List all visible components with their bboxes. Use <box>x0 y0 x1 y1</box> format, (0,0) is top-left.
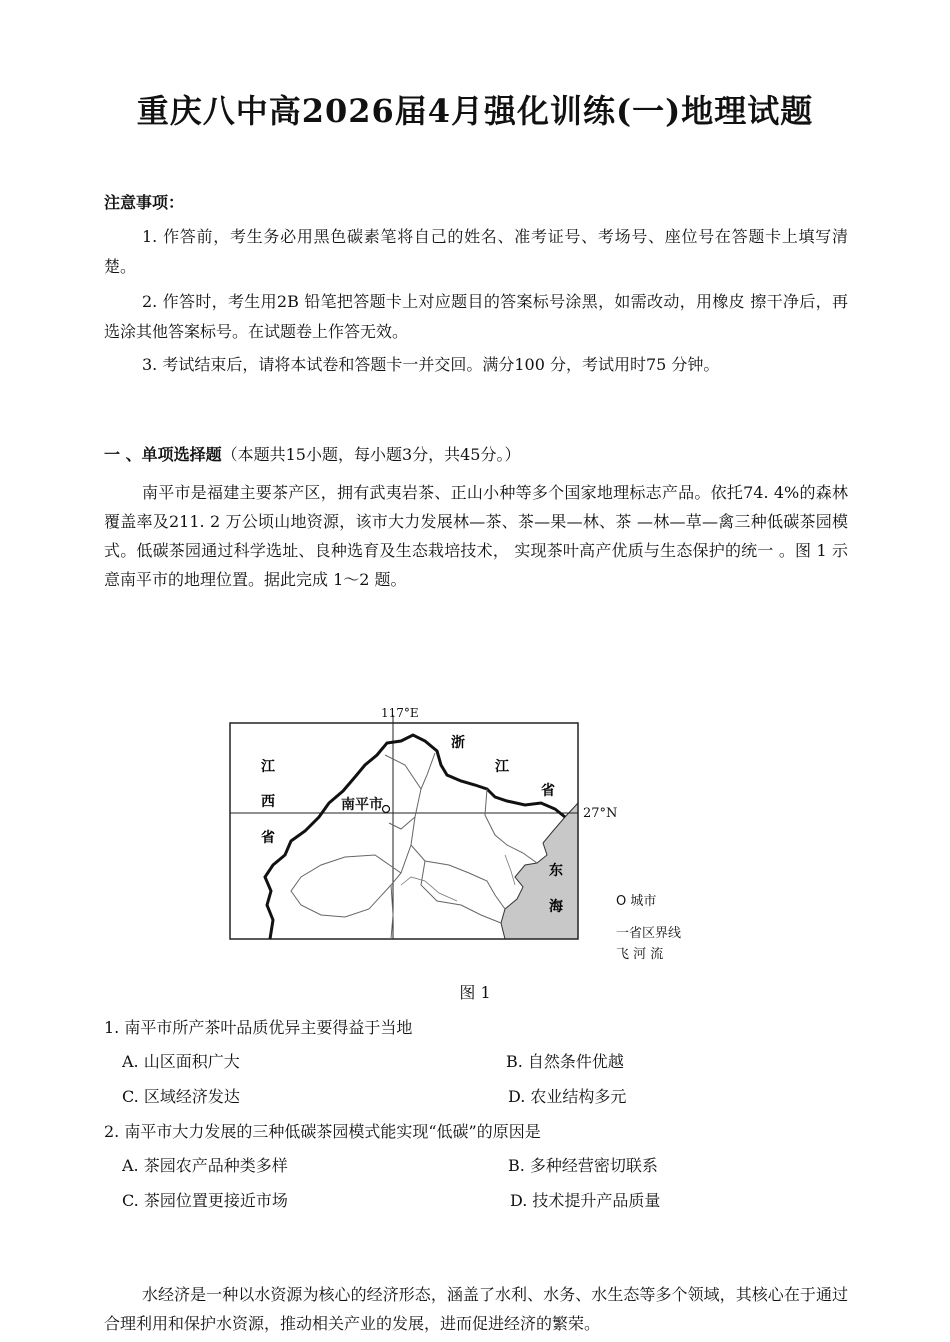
notice-item-2: 2. 作答时，考生用2B 铅笔把答题卡上对应题目的答案标号涂黑，如需改动，用橡皮 擦干净后，再选涂其他答案标号。在试题卷上作答无效。 <box>104 292 848 341</box>
city-label: 南平市 <box>341 797 383 813</box>
latitude-label: 27°N <box>583 806 618 821</box>
donghai-label-1: 东 <box>549 863 563 879</box>
section-note: （本题共15小题，每小题3分，共45分。） <box>221 445 521 464</box>
question-1-option-a: A. 山区面积广大 <box>122 1052 240 1071</box>
jiangxi-label-1: 江 <box>261 759 275 775</box>
rivers <box>401 855 515 901</box>
jiangxi-label-2: 西 <box>261 794 275 810</box>
section-label: 一 、单项选择题 <box>104 445 222 464</box>
notice-item-3: 3. 考试结束后，请将本试卷和答题卡一并交回。满分100 分，考试用时75 分钟。 <box>142 355 720 374</box>
question-2-stem: 2. 南平市大力发展的三种低碳茶园模式能实现“低碳”的原因是 <box>104 1122 541 1141</box>
longitude-label: 117°E <box>381 706 419 720</box>
passage-2: 水经济是一种以水资源为核心的经济形态，涵盖了水利、水务、水生态等多个领域，其核心在于通过合理利用和保护水资源，推动相关产业的发展，进而促进经济的繁荣。 <box>104 1285 848 1333</box>
jiangxi-label-3: 省 <box>261 830 275 846</box>
nanping-city-marker <box>383 806 390 813</box>
county-boundaries <box>291 753 537 939</box>
question-1-option-b: B. 自然条件优越 <box>506 1052 624 1071</box>
question-2-option-a: A. 茶园农产品种类多样 <box>122 1156 288 1175</box>
legend-boundary: 一省区界线 <box>616 926 682 941</box>
nanping-location-map <box>225 705 625 945</box>
zhejiang-label-1: 浙 <box>451 735 465 751</box>
legend-city: O 城市 <box>616 894 657 909</box>
legend-river: 飞 河 流 <box>616 947 664 962</box>
question-2-option-d: D. 技术提升产品质量 <box>510 1191 661 1210</box>
section-heading <box>104 442 520 465</box>
notice-heading: 注意事项： <box>104 193 185 212</box>
donghai-label-2: 海 <box>549 899 563 915</box>
question-1-option-c: C. 区域经济发达 <box>122 1087 240 1106</box>
figure-caption: 图 1 <box>459 983 491 1002</box>
zhejiang-label-3: 省 <box>541 783 555 799</box>
passage-1: 南平市是福建主要茶产区，拥有武夷岩茶、正山小种等多个国家地理标志产品。依托74. 4%的森林覆盖率及211. 2 万公顷山地资源，该市大力发展林—茶、茶—果—林、茶 —林—草—禽三种低碳茶园模式。低碳茶园通过科学选址、良种选育及生态栽培技术， 实现茶叶高产优质与生态保护的统一 。图 1 示意南平市的地理位置。据此完成 1～2 题。 <box>104 483 848 589</box>
zhejiang-label-2: 江 <box>495 759 509 775</box>
notice-item-1: 1. 作答前，考生务必用黑色碳素笔将自己的姓名、准考证号、考场号、座位号在答题卡上填写清楚。 <box>104 227 848 276</box>
question-1-option-d: D. 农业结构多元 <box>508 1087 627 1106</box>
question-2-option-b: B. 多种经营密切联系 <box>508 1156 658 1175</box>
question-1-stem: 1. 南平市所产茶叶品质优异主要得益于当地 <box>104 1018 413 1037</box>
question-2-option-c: C. 茶园位置更接近市场 <box>122 1191 288 1210</box>
east-sea-area <box>501 803 578 939</box>
page-title: 重庆八中高2026届4月强化训练(一)地理试题 <box>136 92 814 130</box>
